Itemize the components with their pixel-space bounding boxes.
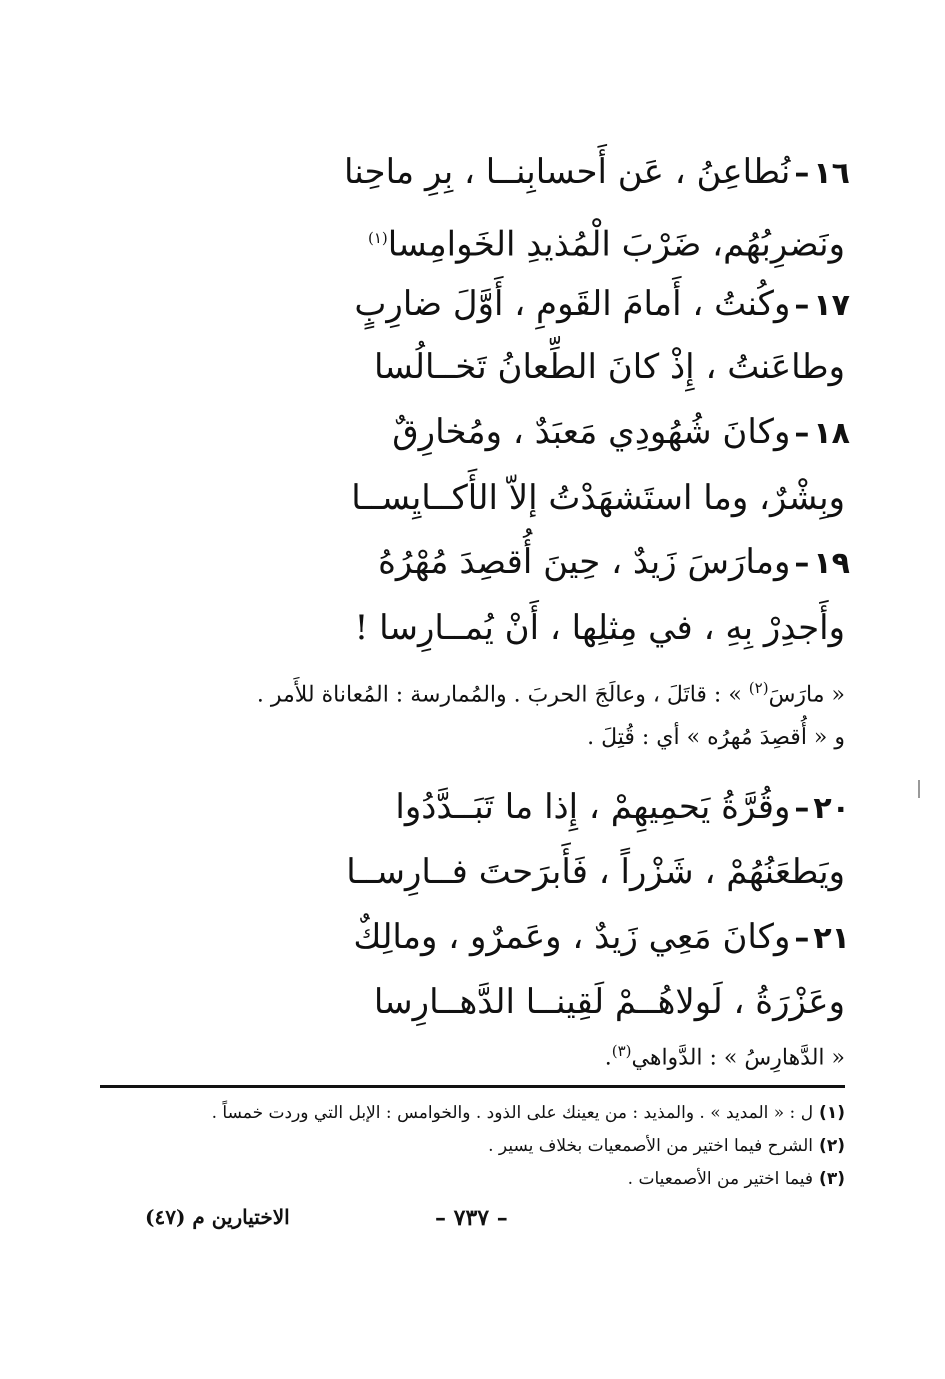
note-text: « الدَّهارِسُ » : الدَّواهي bbox=[631, 1045, 845, 1071]
verse-number: ١٧ bbox=[813, 288, 850, 323]
hemistich-text: وأَجدِرْ بِهِ ، في مِثلِها ، أَنْ يُمــارِسا ! bbox=[354, 608, 845, 648]
verse-dash: – bbox=[794, 921, 810, 956]
hemistich-text: وعَزْرَةُ ، لَولاهُــمْ لَقِينــا الدَّهــارِسا bbox=[373, 982, 845, 1022]
hemistich-text: وبِشْرٌ، وما استَشهَدْتُ إلاّ الأَكــايِســا bbox=[351, 478, 845, 518]
verse-17-second-hemistich bbox=[374, 345, 845, 389]
verse-number: ١٩ bbox=[813, 546, 850, 581]
hemistich-text: نُطاعِنُ ، عَن أَحسابِنــا ، بِرِ ماحِنا bbox=[343, 152, 791, 192]
verse-19-second-hemistich bbox=[355, 606, 845, 650]
footnote-number: (١) bbox=[819, 1103, 845, 1123]
hemistich-text: وقُرَّةُ يَحمِيهِمْ ، إِذا ما تَبَــدَّدُوا bbox=[395, 787, 791, 827]
verse-number: ٢١ bbox=[813, 921, 850, 956]
note-text: . bbox=[604, 1045, 612, 1071]
footnote-marker[interactable]: (١) bbox=[368, 229, 388, 247]
verse-20-first-hemistich bbox=[395, 785, 850, 831]
footnote-separator bbox=[100, 1085, 845, 1088]
verse-18-second-hemistich bbox=[351, 476, 845, 520]
signature-mark: الاختيارين م (٤٧) bbox=[145, 1205, 290, 1229]
hemistich-text: ومارَسَ زَيدٌ ، حِينَ أُقصِدَ مُهْرُهُ bbox=[378, 542, 791, 582]
verse-19-note-2 bbox=[587, 722, 845, 754]
verse-18-first-hemistich bbox=[392, 410, 850, 456]
footnote-text: الشرح فيما اختير من الأصمعيات بخلاف يسير . bbox=[488, 1136, 814, 1156]
footnote-1 bbox=[212, 1100, 845, 1126]
verse-20-second-hemistich bbox=[346, 850, 845, 894]
verse-dash: – bbox=[794, 288, 810, 323]
note-text: و « أُقصِدَ مُهرُه » أي : قُتِلَ . bbox=[587, 725, 845, 750]
verse-dash: – bbox=[794, 156, 810, 191]
note-text: » : قاتَلَ ، وعالَجَ الحربَ . والمُمارسة : المُعاناة للأَمر . bbox=[256, 682, 742, 708]
verse-21-second-hemistich bbox=[374, 980, 845, 1024]
verse-21-note bbox=[605, 1035, 845, 1074]
hemistich-text: وكُنتُ ، أَمامَ القَومِ ، أَوَّلَ ضارِبٍ bbox=[354, 284, 791, 324]
footnote-number: (٢) bbox=[819, 1136, 845, 1156]
verse-17-first-hemistich bbox=[354, 282, 850, 328]
verse-number: ١٨ bbox=[813, 416, 850, 451]
footnote-3 bbox=[628, 1166, 845, 1192]
footnote-marker[interactable]: (٢) bbox=[748, 679, 769, 697]
verse-19-note-1 bbox=[257, 672, 845, 711]
page-number: – ٧٣٧ – bbox=[435, 1205, 508, 1231]
hemistich-text: ويَطعَنُهُمْ ، شَزْراً ، فَأَبرَحتَ فــارِســا bbox=[346, 852, 845, 892]
verse-number: ٢٠ bbox=[813, 791, 850, 826]
hemistich-text: ونَضرِبُهُم، ضَرْبَ الْمُذيدِ الخَوامِسا bbox=[387, 224, 845, 265]
verse-16-second-hemistich bbox=[368, 216, 845, 266]
footnote-text: ل : « المديد » . والمذيد : من يعينك على الذود . والخوامس : الإبل التي وردت خمساً . bbox=[211, 1103, 814, 1123]
hemistich-text: وكانَ مَعِي زَيدٌ ، وعَمرٌو ، ومالِكٌ bbox=[353, 917, 791, 957]
hemistich-text: وكانَ شُهُودِي مَعبَدٌ ، ومُخارِقٌ bbox=[392, 412, 791, 452]
verse-21-first-hemistich bbox=[353, 915, 850, 961]
footnote-2 bbox=[488, 1133, 845, 1159]
scan-artifact bbox=[918, 780, 920, 798]
footnote-number: (٣) bbox=[819, 1169, 845, 1189]
verse-number: ١٦ bbox=[813, 156, 850, 191]
footnote-marker[interactable]: (٣) bbox=[611, 1042, 632, 1060]
footnote-text: فيما اختير من الأصمعيات . bbox=[627, 1169, 814, 1189]
verse-dash: – bbox=[794, 416, 810, 451]
verse-dash: – bbox=[794, 546, 810, 581]
verse-dash: – bbox=[794, 791, 810, 826]
verse-19-first-hemistich bbox=[378, 540, 850, 586]
verse-16-first-hemistich bbox=[344, 150, 850, 196]
hemistich-text: وطاعَنتُ ، إِذْ كانَ الطِّعانُ تَخــالُسا bbox=[373, 347, 845, 387]
note-text: « مارَسَ bbox=[768, 682, 845, 708]
